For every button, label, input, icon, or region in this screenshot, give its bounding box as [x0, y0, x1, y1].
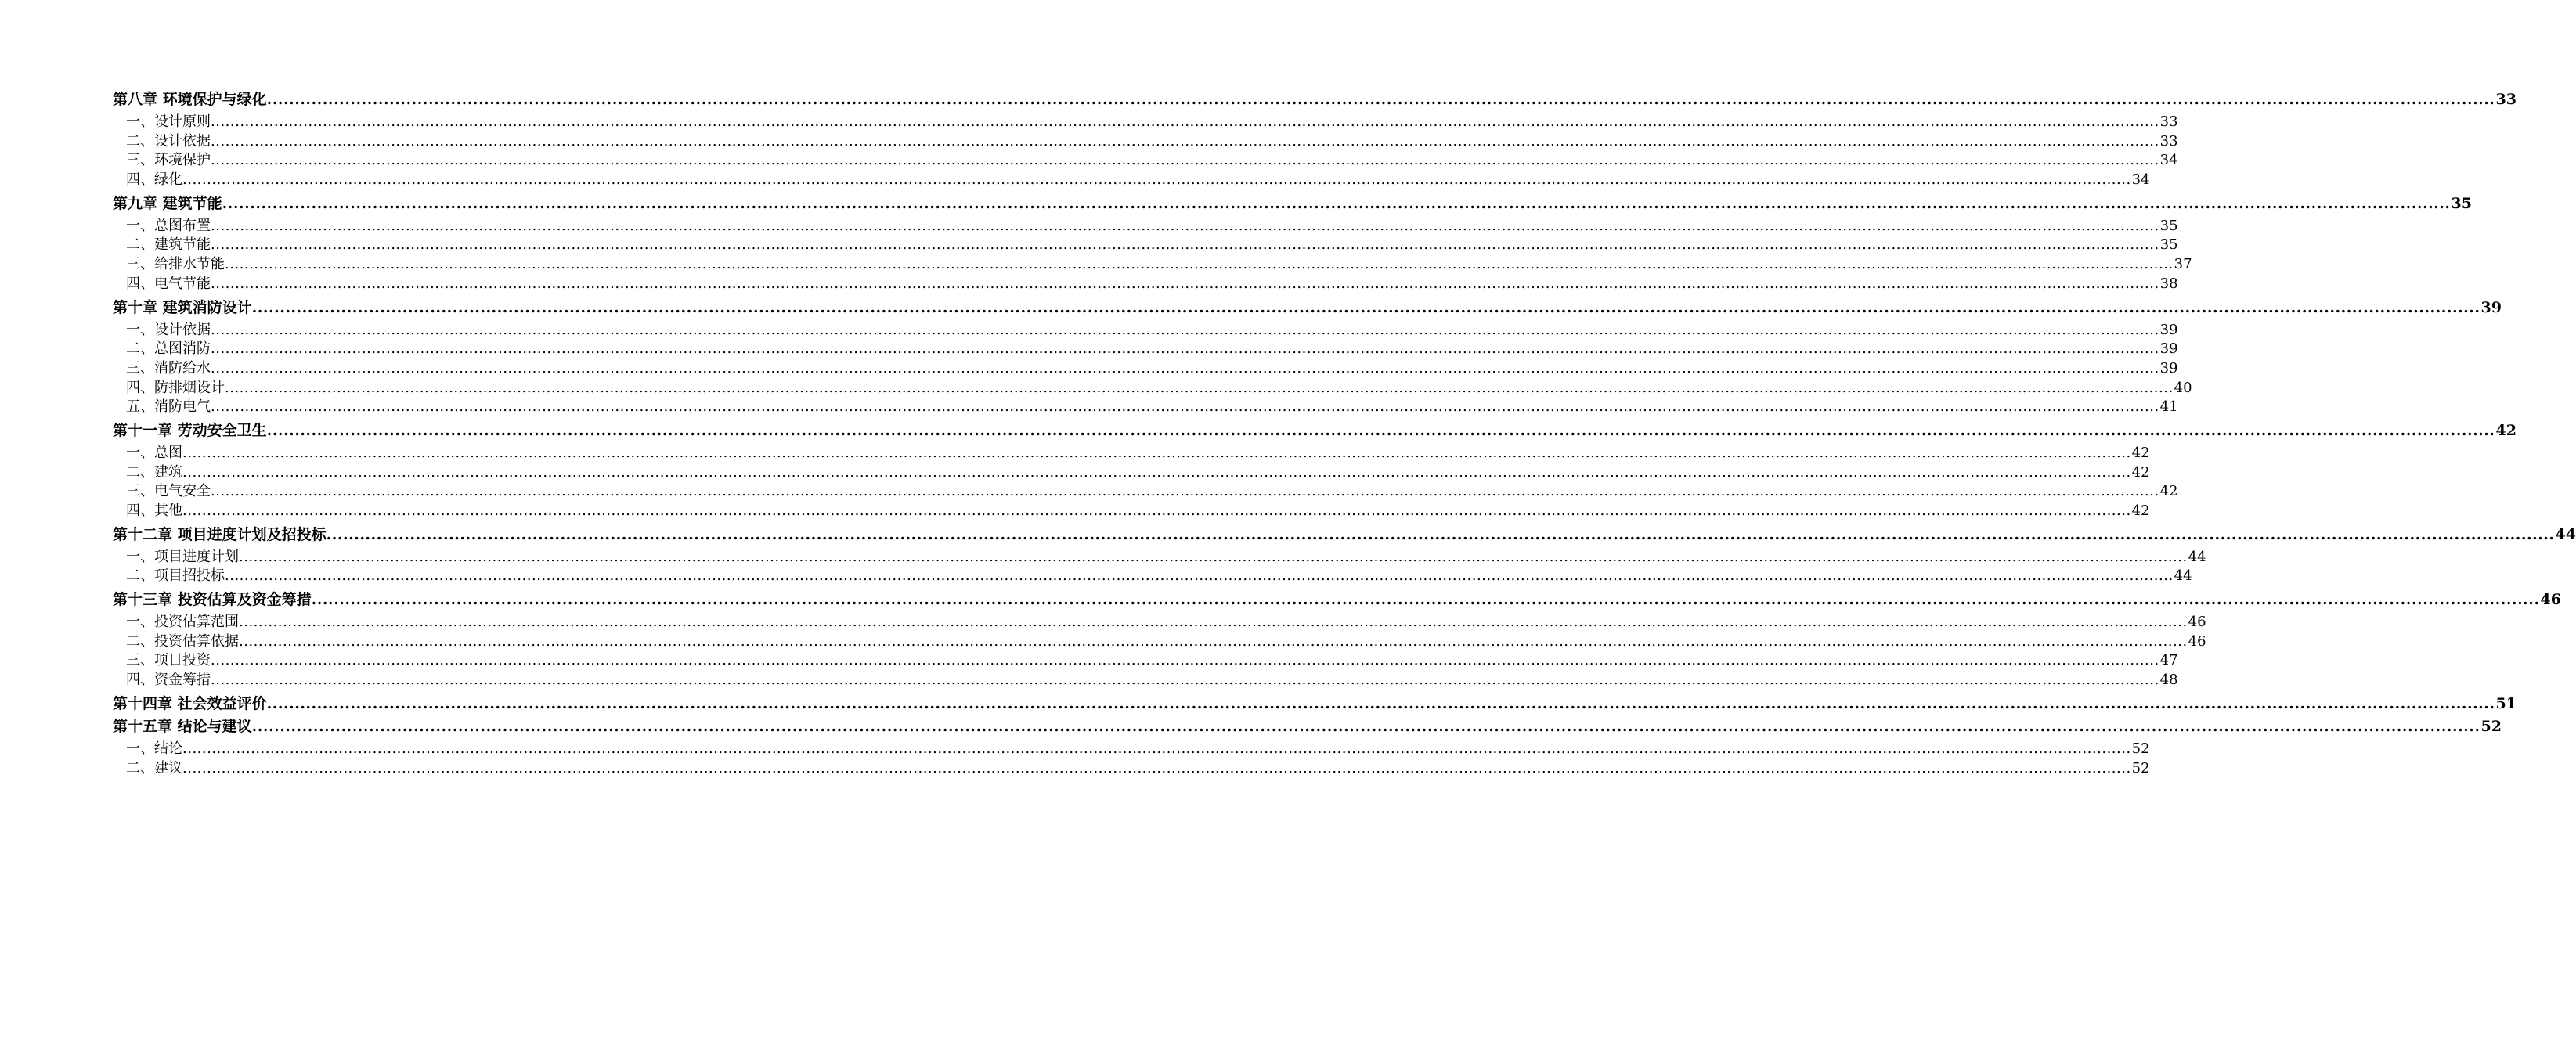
dot-leader: ................................................................................................................................................................................................................................................................................................................................................................................................................	[211, 483, 2159, 500]
toc-section[interactable]	[113, 444, 2150, 463]
toc-section-page-number: 52	[2131, 759, 2150, 776]
toc-chapter[interactable]	[113, 717, 2502, 736]
toc-section[interactable]	[113, 171, 2150, 190]
dot-leader: ................................................................................................................................................................................................................................................................................................................................................................................................................	[251, 717, 2480, 735]
toc-section[interactable]	[113, 236, 2178, 255]
toc-chapter-page-number: 35	[2451, 194, 2472, 212]
toc-chapter-title: 第十章 建筑消防设计	[113, 298, 252, 316]
toc-chapter-title: 第十二章 项目进度计划及招投标	[113, 525, 327, 543]
toc-section[interactable]	[113, 359, 2178, 379]
toc-section-title: 一、项目进度计划	[126, 548, 239, 565]
toc-section-title: 一、设计依据	[126, 321, 211, 338]
dot-leader: ................................................................................................................................................................................................................................................................................................................................................................................................................	[182, 463, 2131, 481]
dot-leader: ................................................................................................................................................................................................................................................................................................................................................................................................................	[266, 91, 2495, 108]
toc-section-title: 三、环境保护	[126, 152, 211, 169]
dot-leader: ................................................................................................................................................................................................................................................................................................................................................................................................................	[239, 548, 2188, 565]
toc-section-title: 三、给排水节能	[126, 256, 225, 273]
dot-leader: ................................................................................................................................................................................................................................................................................................................................................................................................................	[211, 132, 2159, 150]
dot-leader: ................................................................................................................................................................................................................................................................................................................................................................................................................	[225, 379, 2174, 396]
toc-section-page-number: 33	[2159, 113, 2178, 130]
dot-leader: ................................................................................................................................................................................................................................................................................................................................................................................................................	[266, 694, 2495, 712]
toc-section-title: 四、资金筹措	[126, 672, 211, 689]
dot-leader: ................................................................................................................................................................................................................................................................................................................................................................................................................	[182, 171, 2131, 189]
toc-section[interactable]	[113, 132, 2178, 152]
toc-chapter[interactable]	[113, 194, 2472, 213]
toc-chapter-title: 第十三章 投资估算及资金筹措	[113, 591, 312, 609]
toc-chapter-title: 第十一章 劳动安全卫生	[113, 421, 267, 439]
toc-section-title: 二、建筑	[126, 463, 182, 481]
toc-section[interactable]	[113, 275, 2178, 294]
toc-section-page-number: 35	[2159, 217, 2178, 234]
toc-section-page-number: 39	[2159, 321, 2178, 338]
toc-section-page-number: 34	[2131, 171, 2150, 189]
toc-section-page-number: 34	[2159, 152, 2178, 169]
dot-leader: ................................................................................................................................................................................................................................................................................................................................................................................................................	[251, 298, 2480, 316]
toc-section-page-number: 42	[2131, 503, 2150, 519]
toc-section[interactable]	[113, 379, 2192, 398]
toc-section-title: 四、其他	[126, 503, 182, 519]
dot-leader: ................................................................................................................................................................................................................................................................................................................................................................................................................	[182, 759, 2131, 776]
toc-section[interactable]	[113, 671, 2178, 690]
toc-section[interactable]	[113, 340, 2178, 359]
toc-section[interactable]	[113, 398, 2178, 417]
dot-leader: ................................................................................................................................................................................................................................................................................................................................................................................................................	[211, 672, 2159, 689]
toc-chapter[interactable]	[113, 421, 2516, 440]
toc-chapter-title: 第八章 环境保护与绿化	[113, 91, 267, 108]
dot-leader: ................................................................................................................................................................................................................................................................................................................................................................................................................	[182, 444, 2131, 461]
dot-leader: ................................................................................................................................................................................................................................................................................................................................................................................................................	[211, 152, 2159, 169]
toc-section-title: 一、总图	[126, 444, 182, 461]
toc-section-title: 二、建议	[126, 759, 182, 776]
toc-chapter-page-number: 46	[2540, 591, 2561, 609]
toc-section-page-number: 40	[2174, 379, 2192, 396]
dot-leader: ................................................................................................................................................................................................................................................................................................................................................................................................................	[225, 567, 2174, 585]
toc-section[interactable]	[113, 482, 2178, 502]
toc-section[interactable]	[113, 113, 2178, 132]
dot-leader: ................................................................................................................................................................................................................................................................................................................................................................................................................	[211, 217, 2159, 234]
toc-chapter[interactable]	[113, 694, 2516, 713]
dot-leader: ................................................................................................................................................................................................................................................................................................................................................................................................................	[211, 321, 2159, 338]
toc-chapter-page-number: 44	[2555, 525, 2576, 543]
toc-section-title: 四、绿化	[126, 171, 182, 189]
dot-leader: ................................................................................................................................................................................................................................................................................................................................................................................................................	[211, 275, 2159, 292]
toc-section-page-number: 47	[2159, 652, 2178, 669]
toc-section-page-number: 35	[2159, 236, 2178, 254]
dot-leader: ................................................................................................................................................................................................................................................................................................................................................................................................................	[225, 256, 2174, 273]
dot-leader: ................................................................................................................................................................................................................................................................................................................................................................................................................	[211, 359, 2159, 376]
toc-section[interactable]	[113, 740, 2150, 759]
toc-section-title: 三、消防给水	[126, 359, 211, 376]
toc-section[interactable]	[113, 321, 2178, 340]
toc-chapter[interactable]	[113, 525, 2576, 544]
toc-section[interactable]	[113, 463, 2150, 483]
toc-section-page-number: 38	[2159, 275, 2178, 292]
dot-leader: ................................................................................................................................................................................................................................................................................................................................................................................................................	[211, 652, 2159, 669]
toc-section-page-number: 33	[2159, 132, 2178, 150]
toc-chapter[interactable]	[113, 298, 2502, 317]
toc-section-page-number: 39	[2159, 340, 2178, 358]
dot-leader: ................................................................................................................................................................................................................................................................................................................................................................................................................	[182, 503, 2131, 519]
toc-section-page-number: 46	[2188, 632, 2206, 650]
toc-chapter-page-number: 51	[2495, 694, 2516, 712]
toc-section[interactable]	[113, 567, 2192, 586]
toc-section[interactable]	[113, 759, 2150, 779]
toc-section-page-number: 42	[2131, 444, 2150, 461]
toc-chapter-page-number: 42	[2495, 421, 2516, 439]
toc-chapter-page-number: 39	[2480, 298, 2502, 316]
toc-section[interactable]	[113, 548, 2206, 567]
toc-section-page-number: 42	[2159, 483, 2178, 500]
toc-section-title: 二、总图消防	[126, 340, 211, 358]
toc-section-title: 二、投资估算依据	[126, 632, 239, 650]
table-of-contents	[113, 86, 2576, 778]
toc-section-title: 四、电气节能	[126, 275, 211, 292]
toc-section-title: 五、消防电气	[126, 398, 211, 416]
dot-leader: ................................................................................................................................................................................................................................................................................................................................................................................................................	[211, 236, 2159, 254]
toc-section-title: 二、项目招投标	[126, 567, 225, 585]
toc-section-page-number: 52	[2131, 740, 2150, 757]
toc-chapter-page-number: 33	[2495, 91, 2516, 108]
toc-chapter-title: 第九章 建筑节能	[113, 194, 222, 212]
toc-section-title: 三、项目投资	[126, 652, 211, 669]
toc-section[interactable]	[113, 217, 2178, 236]
toc-section-page-number: 46	[2188, 614, 2206, 631]
dot-leader: ................................................................................................................................................................................................................................................................................................................................................................................................................	[239, 632, 2188, 650]
dot-leader: ................................................................................................................................................................................................................................................................................................................................................................................................................	[211, 398, 2159, 416]
toc-section[interactable]	[113, 651, 2178, 671]
toc-section-title: 一、设计原则	[126, 113, 211, 130]
toc-chapter[interactable]	[113, 90, 2516, 109]
toc-section-title: 四、防排烟设计	[126, 379, 225, 396]
toc-section-page-number: 44	[2174, 567, 2192, 585]
toc-section-page-number: 44	[2188, 548, 2206, 565]
toc-chapter-title: 第十五章 结论与建议	[113, 717, 252, 735]
toc-section[interactable]	[113, 502, 2150, 521]
toc-section[interactable]	[113, 613, 2206, 632]
toc-chapter[interactable]	[113, 590, 2561, 609]
dot-leader: ................................................................................................................................................................................................................................................................................................................................................................................................................	[211, 340, 2159, 358]
toc-section-title: 三、电气安全	[126, 483, 211, 500]
toc-section-page-number: 37	[2174, 256, 2192, 273]
dot-leader: ................................................................................................................................................................................................................................................................................................................................................................................................................	[211, 113, 2159, 130]
toc-chapter-title: 第十四章 社会效益评价	[113, 694, 267, 712]
toc-section[interactable]	[113, 151, 2178, 171]
dot-leader: ................................................................................................................................................................................................................................................................................................................................................................................................................	[182, 740, 2131, 757]
toc-section-page-number: 48	[2159, 672, 2178, 689]
dot-leader: ................................................................................................................................................................................................................................................................................................................................................................................................................	[222, 194, 2451, 212]
dot-leader: ................................................................................................................................................................................................................................................................................................................................................................................................................	[239, 614, 2188, 631]
toc-section-page-number: 41	[2159, 398, 2178, 416]
toc-section-title: 一、总图布置	[126, 217, 211, 234]
toc-section[interactable]	[113, 632, 2206, 652]
toc-section-title: 一、投资估算范围	[126, 614, 239, 631]
dot-leader: ................................................................................................................................................................................................................................................................................................................................................................................................................	[266, 421, 2495, 439]
toc-section-page-number: 39	[2159, 359, 2178, 376]
toc-section-title: 二、设计依据	[126, 132, 211, 150]
toc-section-title: 二、建筑节能	[126, 236, 211, 254]
toc-section-page-number: 42	[2131, 463, 2150, 481]
dot-leader: ................................................................................................................................................................................................................................................................................................................................................................................................................	[326, 525, 2555, 543]
toc-chapter-page-number: 52	[2480, 717, 2502, 735]
toc-section[interactable]	[113, 255, 2192, 275]
toc-section-title: 一、结论	[126, 740, 182, 757]
dot-leader: ................................................................................................................................................................................................................................................................................................................................................................................................................	[311, 591, 2540, 609]
